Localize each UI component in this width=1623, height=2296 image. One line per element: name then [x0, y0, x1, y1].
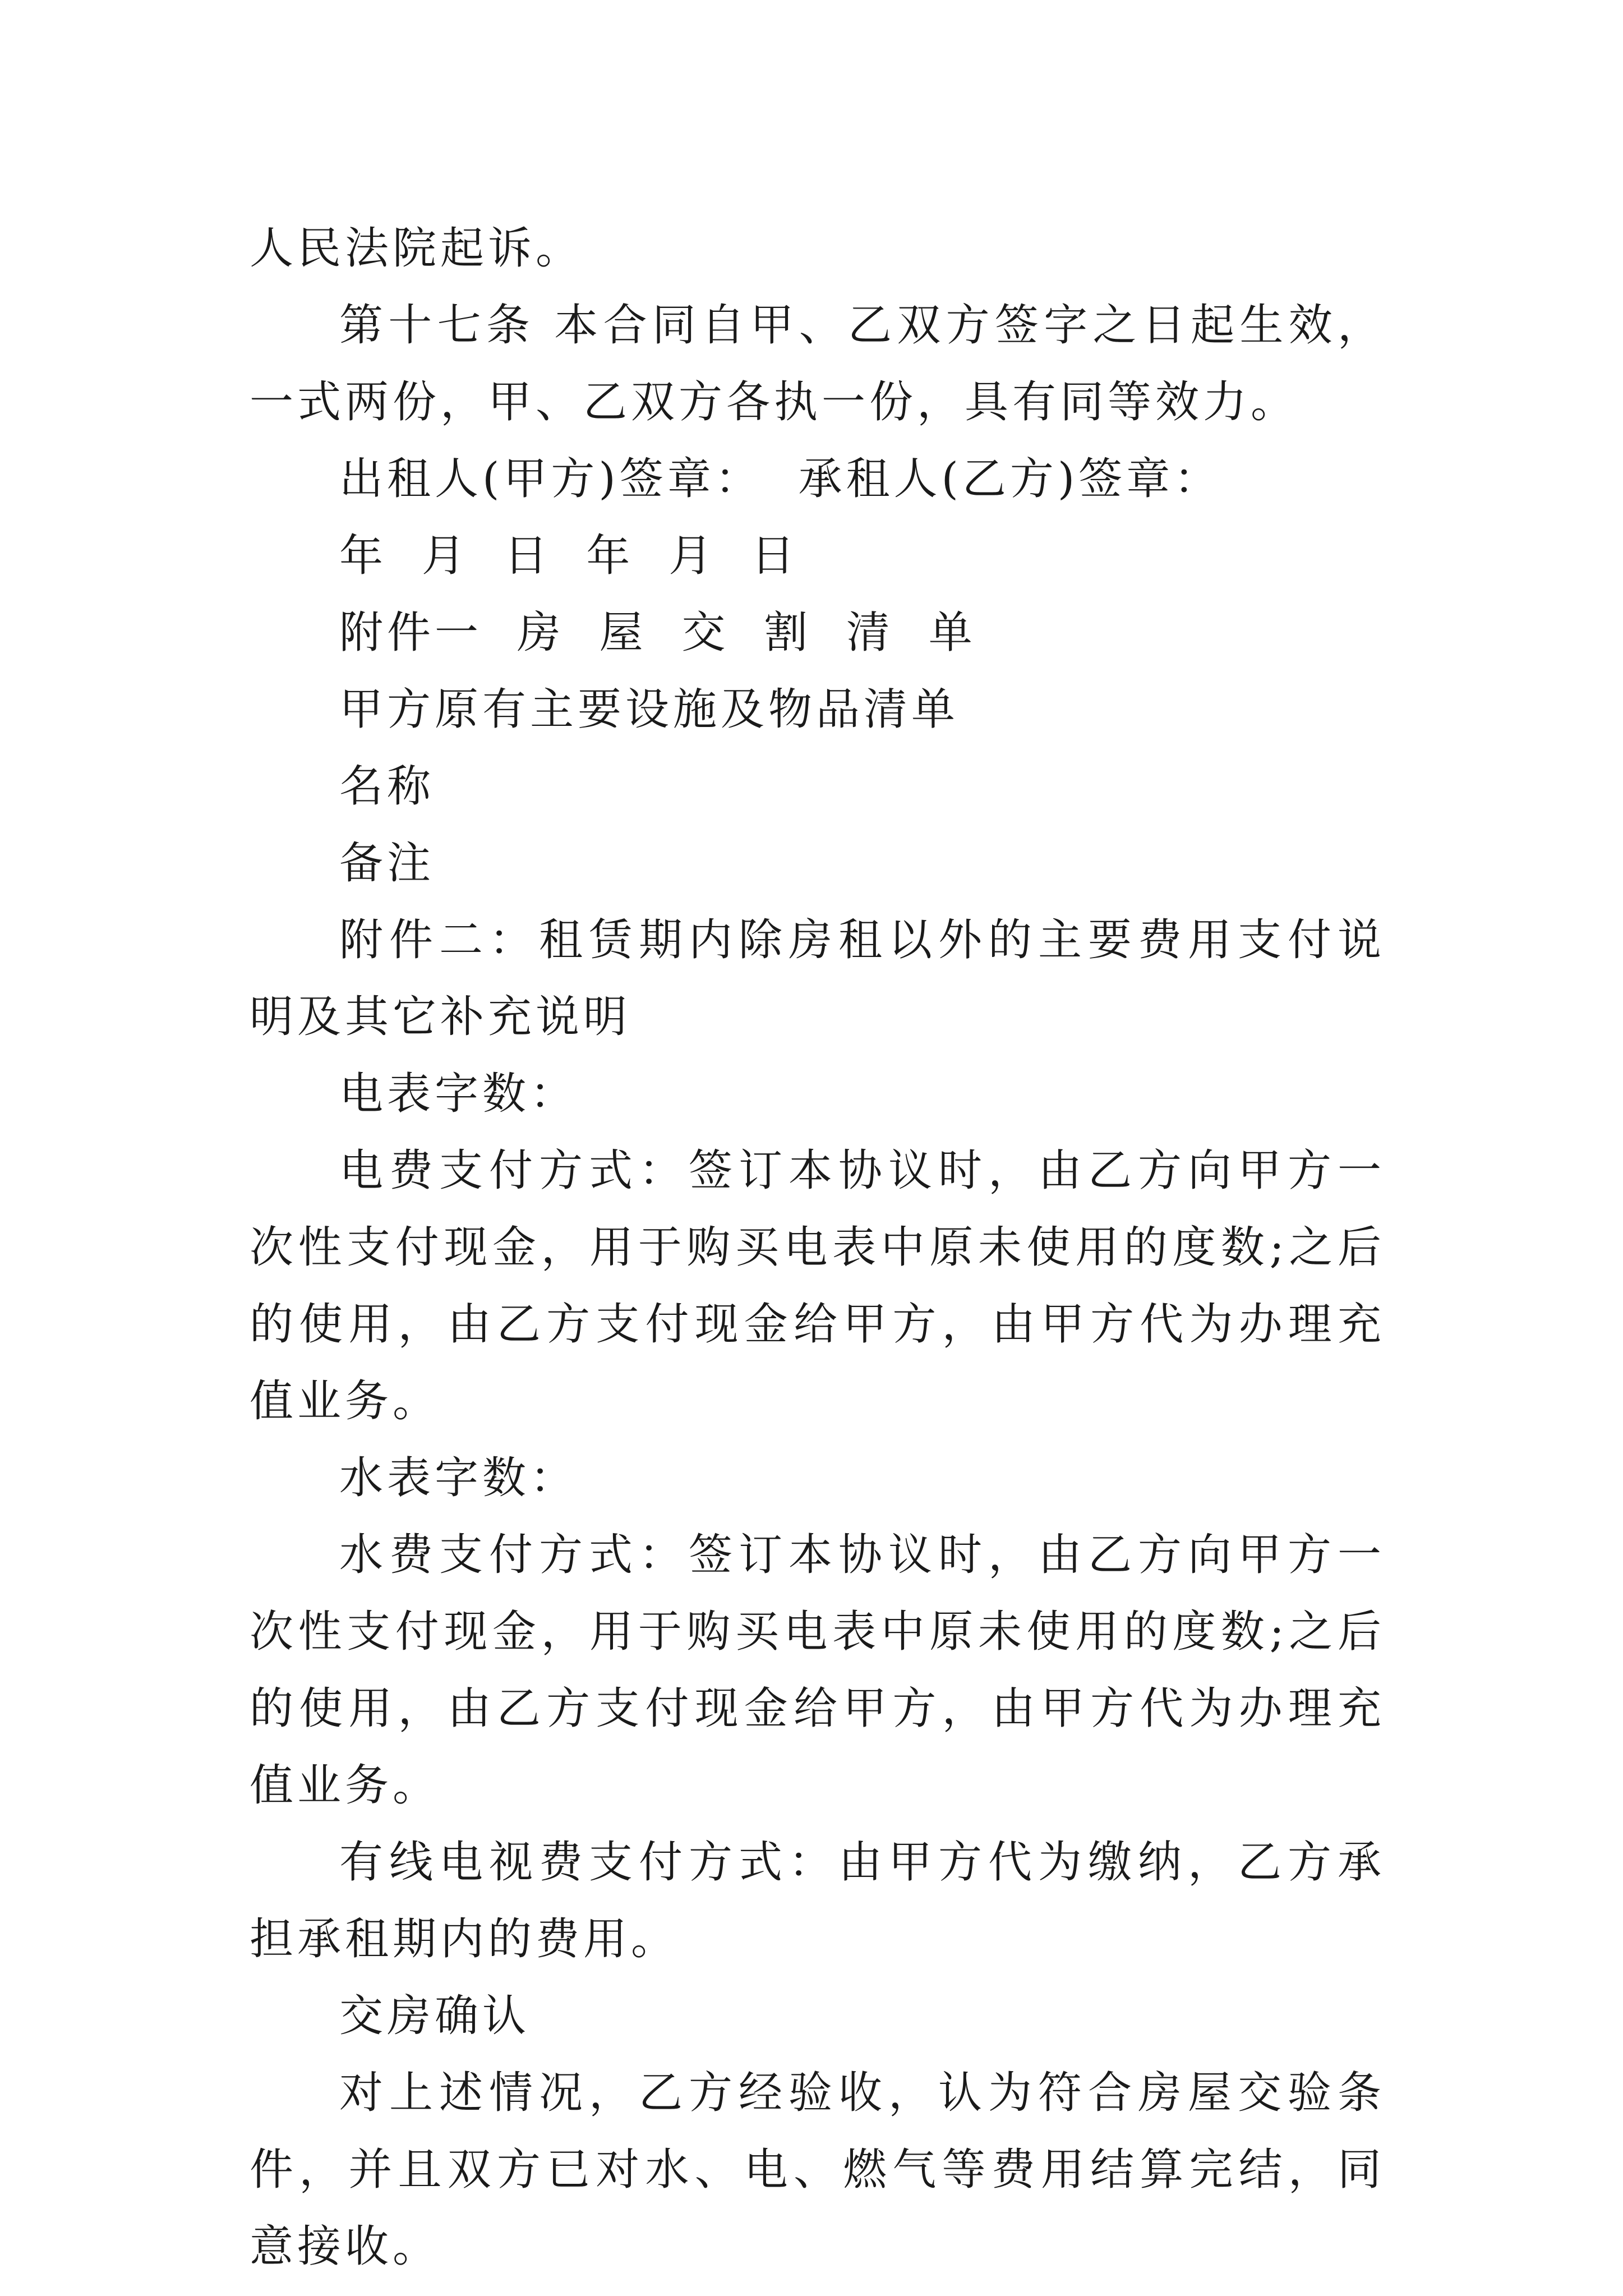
paragraph-cable-tv-payment: 有线电视费支付方式：由甲方代为缴纳，乙方承担承租期内的费用。 — [250, 1837, 1385, 1964]
paragraph-handover-confirm-text: 对上述情况，乙方经验收，认为符合房屋交验条件，并且双方已对水、电、燃气等费用结算完结，同意接收。 — [250, 2068, 1385, 2272]
paragraph-handover-confirm-title: 交房确认 — [339, 1991, 531, 2041]
paragraph-attachment-2-title: 附件二：租赁期内除房租以外的主要费用支付说明及其它补充说明 — [250, 915, 1385, 1042]
paragraph-water-meter: 水表字数： — [339, 1453, 578, 1503]
paragraph-attachment-1-title: 附件一 房 屋 交 割 清 单 — [339, 608, 976, 658]
paragraph-electric-meter: 电表字数： — [339, 1069, 578, 1119]
paragraph-article-17: 第十七条 本合同自甲、乙双方签字之日起生效，一式两份，甲、乙双方各执一份，具有同等效力。 — [250, 300, 1385, 427]
paragraph-name-label: 名称 — [339, 761, 435, 812]
document-body — [250, 210, 1385, 2285]
paragraph-electric-payment: 电费支付方式：签订本协议时，由乙方向甲方一次性支付现金，用于购买电表中原未使用的度数;之后的使用，由乙方支付现金给甲方，由甲方代为办理充值业务。 — [250, 1145, 1385, 1427]
paragraph-signatures: 出租人(甲方)签章： 承租人(乙方)签章： — [339, 454, 1222, 504]
paragraph-dates: 年 月 日 年 月 日 — [339, 531, 799, 581]
paragraph-facilities-list: 甲方原有主要设施及物品清单 — [339, 684, 960, 735]
paragraph-remarks-label: 备注 — [339, 838, 435, 889]
paragraph-lawsuit-end: 人民法院起诉。 — [250, 223, 584, 274]
paragraph-water-payment: 水费支付方式：签订本协议时，由乙方向甲方一次性支付现金，用于购买电表中原未使用的度数;之后的使用，由乙方支付现金给甲方，由甲方代为办理充值业务。 — [250, 1530, 1385, 1811]
